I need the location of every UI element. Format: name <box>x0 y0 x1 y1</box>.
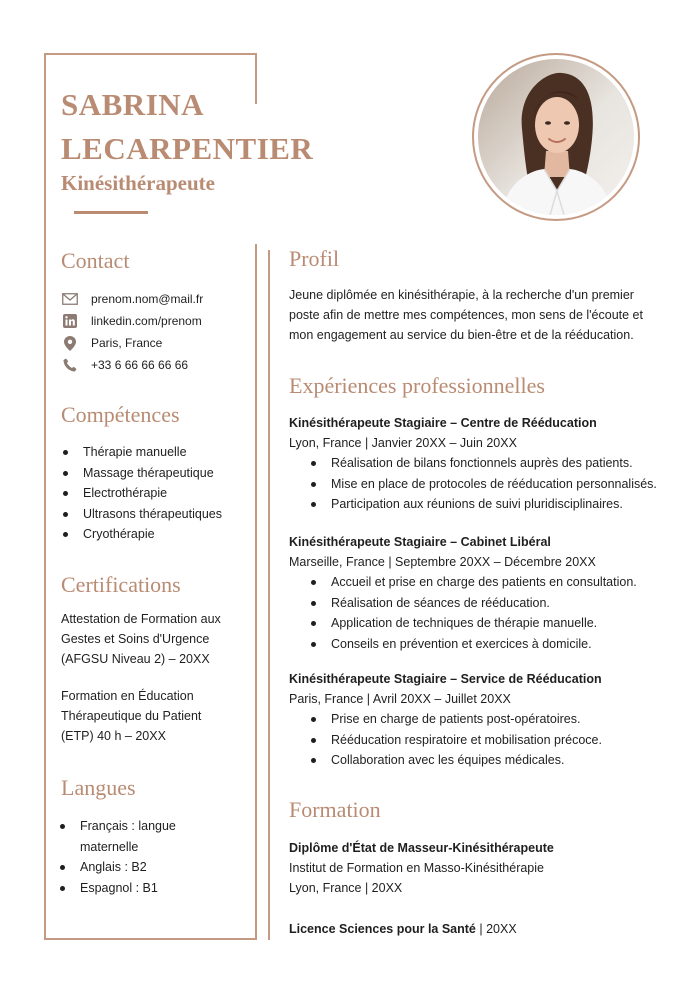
contact-linkedin[interactable] <box>61 312 202 330</box>
languages-list <box>58 816 248 898</box>
job-entry-meta: Paris, France | Avril 20XX – Juillet 20XX <box>289 692 511 706</box>
education-heading: Formation <box>289 797 381 822</box>
location-pin-icon <box>61 336 79 350</box>
language-line: Français : langue <box>80 819 176 833</box>
job-title: Kinésithérapeute <box>61 171 215 195</box>
profile-text <box>289 285 684 345</box>
list-item: Cryothérapie <box>61 524 256 545</box>
list-item: Conseils en prévention et exercices à domicile. <box>309 634 689 655</box>
contact-email-text: prenom.nom@mail.fr <box>91 292 204 306</box>
education-school: Institut de Formation en Masso-Kinésithérapie <box>289 861 544 875</box>
education-degree: Diplôme d'État de Masseur-Kinésithérapeute <box>289 841 554 855</box>
contact-phone-text: +33 6 66 66 66 66 <box>91 358 189 372</box>
list-item: Réalisation de bilans fonctionnels auprès des patients. <box>309 453 689 474</box>
profile-line: poste afin de mettre mes compétences, mon sens de l'écoute et <box>289 308 643 322</box>
contact-heading: Contact <box>61 248 130 273</box>
portrait-illustration <box>478 59 634 215</box>
list-item: Electrothérapie <box>61 483 256 504</box>
profile-line: Jeune diplômée en kinésithérapie, à la recherche d'un premier <box>289 288 634 302</box>
list-item: Rééducation respiratoire et mobilisation précoce. <box>309 730 689 751</box>
languages-heading: Langues <box>61 775 136 800</box>
language-line: Espagnol : B1 <box>80 880 158 895</box>
skills-heading: Compétences <box>61 402 180 427</box>
job-bullets <box>309 453 689 515</box>
contact-location-text: Paris, France <box>91 336 163 350</box>
linkedin-icon <box>61 314 79 328</box>
certification-line: Thérapeutique du Patient <box>61 709 202 723</box>
certification-line: (ETP) 40 h – 20XX <box>61 729 166 743</box>
contact-location <box>61 334 162 352</box>
certification-item <box>61 609 256 669</box>
phone-icon <box>61 358 79 372</box>
first-name: SABRINA <box>61 87 205 122</box>
list-item: Ultrasons thérapeutiques <box>61 504 256 525</box>
list-item: Participation aux réunions de suivi pluridisciplinaires. <box>309 494 689 515</box>
list-item: Prise en charge de patients post-opératoires. <box>309 709 689 730</box>
job-entry-title: Kinésithérapeute Stagiaire – Centre de Rééducation <box>289 416 597 430</box>
education-entry <box>289 919 689 939</box>
profile-photo <box>478 59 634 215</box>
profile-heading: Profil <box>289 246 340 271</box>
job-entry-meta: Marseille, France | Septembre 20XX – Décembre 20XX <box>289 555 596 569</box>
job-entry <box>289 413 689 453</box>
title-underline <box>74 211 148 214</box>
list-item: Collaboration avec les équipes médicales. <box>309 750 689 771</box>
list-item: Thérapie manuelle <box>61 442 256 463</box>
list-item: Massage thérapeutique <box>61 463 256 484</box>
list-item: Accueil et prise en charge des patients en consultation. <box>309 572 689 593</box>
skills-list <box>61 442 256 545</box>
certification-line: Attestation de Formation aux <box>61 612 221 626</box>
certification-line: (AFGSU Niveau 2) – 20XX <box>61 652 210 666</box>
contact-linkedin-text: linkedin.com/prenom <box>91 314 202 328</box>
certification-line: Gestes et Soins d'Urgence <box>61 632 210 646</box>
list-item <box>58 857 248 878</box>
job-entry <box>289 532 689 572</box>
certification-item <box>61 686 256 746</box>
candidate-name <box>61 83 313 171</box>
list-item: Réalisation de séances de rééducation. <box>309 593 689 614</box>
list-item: Mise en place de protocoles de rééducation personnalisés. <box>309 474 689 495</box>
column-divider <box>268 250 270 940</box>
education-degree: Licence Sciences pour la Santé <box>289 922 476 936</box>
job-entry-title: Kinésithérapeute Stagiaire – Service de Rééducation <box>289 672 602 686</box>
language-line: Anglais : B2 <box>80 860 147 874</box>
language-line: maternelle <box>80 839 139 854</box>
job-entry-meta: Lyon, France | Janvier 20XX – Juin 20XX <box>289 436 517 450</box>
certifications-heading: Certifications <box>61 572 181 597</box>
experience-heading: Expériences professionnelles <box>289 373 545 398</box>
education-meta: | 20XX <box>479 922 517 936</box>
contact-email[interactable] <box>61 290 203 308</box>
certification-line: Formation en Éducation <box>61 689 194 703</box>
job-entry-title: Kinésithérapeute Stagiaire – Cabinet Libéral <box>289 535 551 549</box>
contact-phone[interactable] <box>61 356 188 374</box>
job-bullets <box>309 572 689 654</box>
education-entry <box>289 838 689 898</box>
list-item: Application de techniques de thérapie manuelle. <box>309 613 689 634</box>
list-item <box>58 878 248 899</box>
last-name: LECARPENTIER <box>61 131 314 166</box>
mail-icon <box>61 292 79 306</box>
job-entry <box>289 669 689 709</box>
list-item <box>58 816 248 857</box>
education-meta: Lyon, France | 20XX <box>289 881 403 895</box>
profile-line: mon engagement au service du bien-être et de la rééducation. <box>289 328 634 342</box>
job-bullets <box>309 709 689 771</box>
